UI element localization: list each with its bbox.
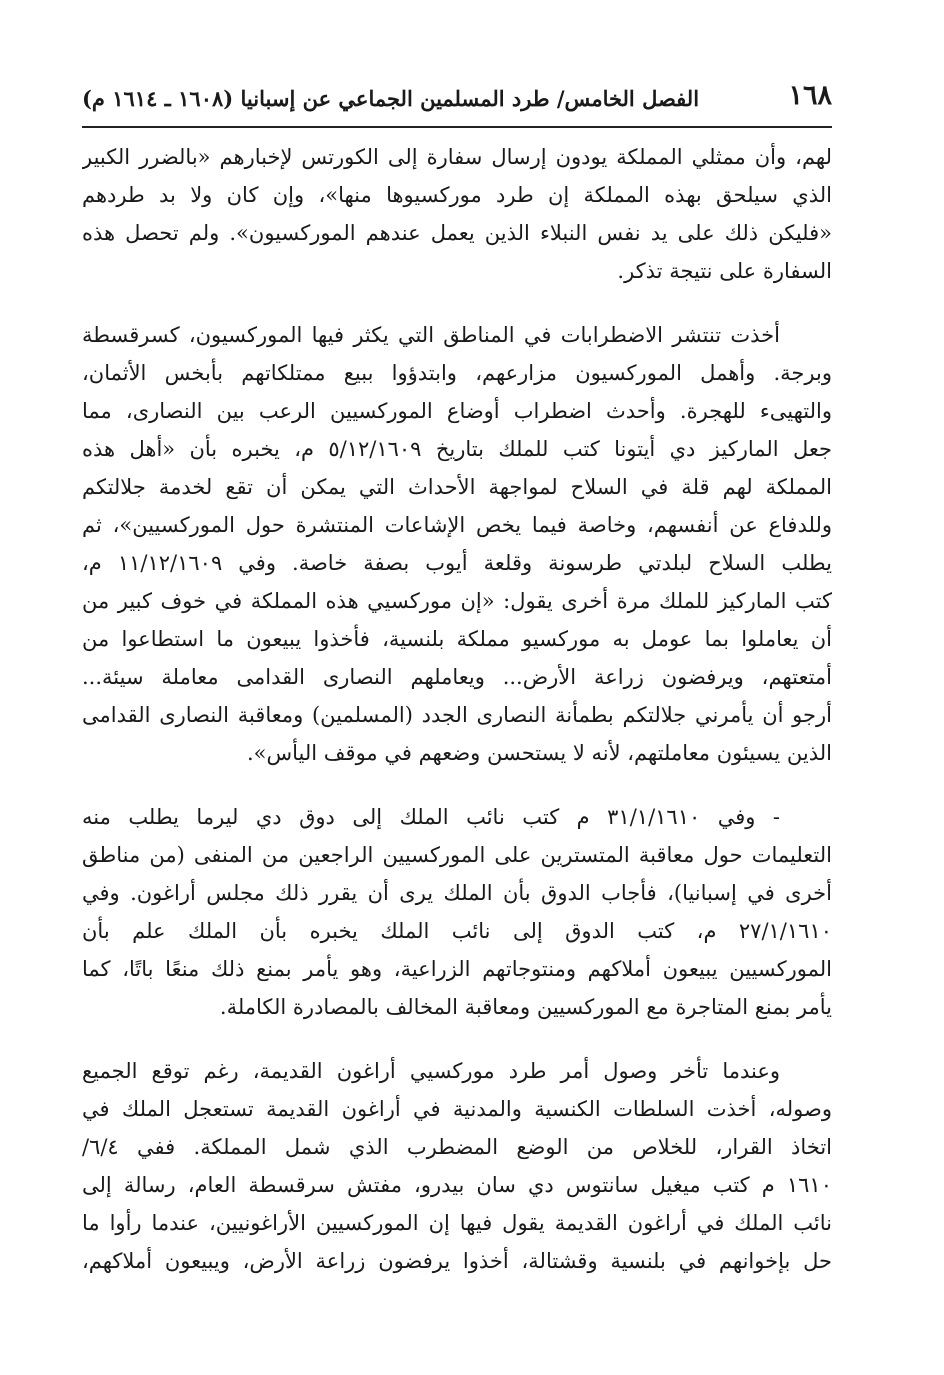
text-line: التعليمات حول معاقبة المتسترين على الموركسيين الراجعين من المنفى (من مناطق (82, 843, 832, 867)
paragraph-4 (82, 1052, 832, 1280)
text-line: لهم، وأن ممثلي المملكة يودون إرسال سفارة إلى الكورتس لإخبارهم «بالضرر الكبير (82, 145, 832, 169)
text-line: الموركسيين يبيعون أملاكهم ومنتوجاتهم الزراعية، وهو يأمر بمنع ذلك منعًا باتًا، كما (82, 957, 832, 981)
text-line: أن يعاملوا بما عومل به موركسيو مملكة بلنسية، فأخذوا يبيعون ما استطاعوا من (82, 627, 832, 651)
text-line: - وفي ٣١/١/١٦١٠ م كتب نائب الملك إلى دوق دي ليرما يطلب منه (82, 805, 780, 829)
paragraph-3 (82, 798, 832, 1026)
text-line: والتهيىء للهجرة. وأحدث اضطراب أوضاع الموركسيين الرعب بين النصارى، مما (82, 399, 832, 423)
text-line: حل بإخوانهم في بلنسية وقشتالة، أخذوا يرفضون زراعة الأرض، ويبيعون أملاكهم، (82, 1249, 832, 1273)
text-line: جعل الماركيز دي أيتونا كتب للملك بتاريخ ٥/١٢/١٦٠٩ م، يخبره بأن «أهل هذه (82, 437, 832, 461)
text-line: السفارة على نتيجة تذكر. (617, 259, 832, 283)
text-line: أخرى في إسبانيا)، فأجاب الدوق بأن الملك يرى أن يقرر ذلك مجلس أراغون. وفي (82, 881, 832, 905)
text-line: ٢٧/١/١٦١٠ م، كتب الدوق إلى نائب الملك يخبره بأن الملك علم بأن (82, 919, 832, 943)
text-line: «فليكن ذلك على يد نفس النبلاء الذين يعمل عندهم الموركسيون». ولم تحصل هذه (82, 221, 832, 245)
text-line: كتب الماركيز للملك مرة أخرى يقول: «إن موركسيي هذه المملكة في خوف كبير من (82, 589, 832, 613)
header-rule (82, 126, 832, 128)
page-header (82, 78, 832, 122)
text-line: اتخاذ القرار، للخلاص من الوضع المضطرب الذي شمل المملكة. ففي ٦/٤/ (82, 1135, 832, 1159)
text-line: نائب الملك في أراغون القديمة يقول فيها إن الموركسيين الأراغونيين، عندما رأوا ما (82, 1211, 832, 1235)
text-line: المملكة لهم قلة في السلاح لمواجهة الأحداث التي يمكن أن تقع لخدمة جلالتكم (82, 475, 832, 499)
paragraph-2 (82, 316, 832, 772)
paragraph-1 (82, 138, 832, 290)
text-line: وصوله، أخذت السلطات الكنسية والمدنية في أراغون القديمة تستعجل الملك في (82, 1097, 832, 1121)
text-line: يأمر بمنع المتاجرة مع الموركسيين ومعاقبة المخالف بالمصادرة الكاملة. (219, 995, 832, 1019)
page-body (82, 138, 832, 1306)
text-line: ١٦١٠ م كتب ميغيل سانتوس دي سان بيدرو، مفتش سرقسطة العام، رسالة إلى (82, 1173, 832, 1197)
text-line: أخذت تنتشر الاضطرابات في المناطق التي يكثر فيها الموركسيون، كسرقسطة (82, 323, 780, 347)
text-line: الذي سيلحق بهذه المملكة إن طرد موركسيوها منها»، وإن كان ولا بد طردهم (82, 183, 832, 207)
text-line: وعندما تأخر وصول أمر طرد موركسيي أراغون القديمة، رغم توقع الجميع (82, 1059, 780, 1083)
text-line: الذين يسيئون معاملتهم، لأنه لا يستحسن وضعهم في موقف اليأس». (247, 741, 832, 765)
running-title: الفصل الخامس/ طرد المسلمين الجماعي عن إسبانيا (١٦٠٨ ـ ١٦١٤ م) (82, 86, 700, 111)
page-number: ١٦٨ (788, 80, 832, 111)
text-line: وللدفاع عن أنفسهم، وخاصة فيما يخص الإشاعات المنتشرة حول الموركسيين»، ثم (82, 513, 832, 537)
text-line: يطلب السلاح لبلدتي طرسونة وقلعة أيوب بصفة خاصة. وفي ١١/١٢/١٦٠٩ م، (82, 551, 832, 575)
text-line: أمتعتهم، ويرفضون زراعة الأرض... ويعاملهم النصارى القدامى معاملة سيئة... (82, 665, 832, 689)
text-line: وبرجة. وأهمل الموركسيون مزارعهم، وابتدؤوا ببيع ممتلكاتهم بأبخس الأثمان، (82, 361, 832, 385)
text-line: أرجو أن يأمرني جلالتكم بطمأنة النصارى الجدد (المسلمين) ومعاقبة النصارى القدامى (82, 703, 832, 727)
